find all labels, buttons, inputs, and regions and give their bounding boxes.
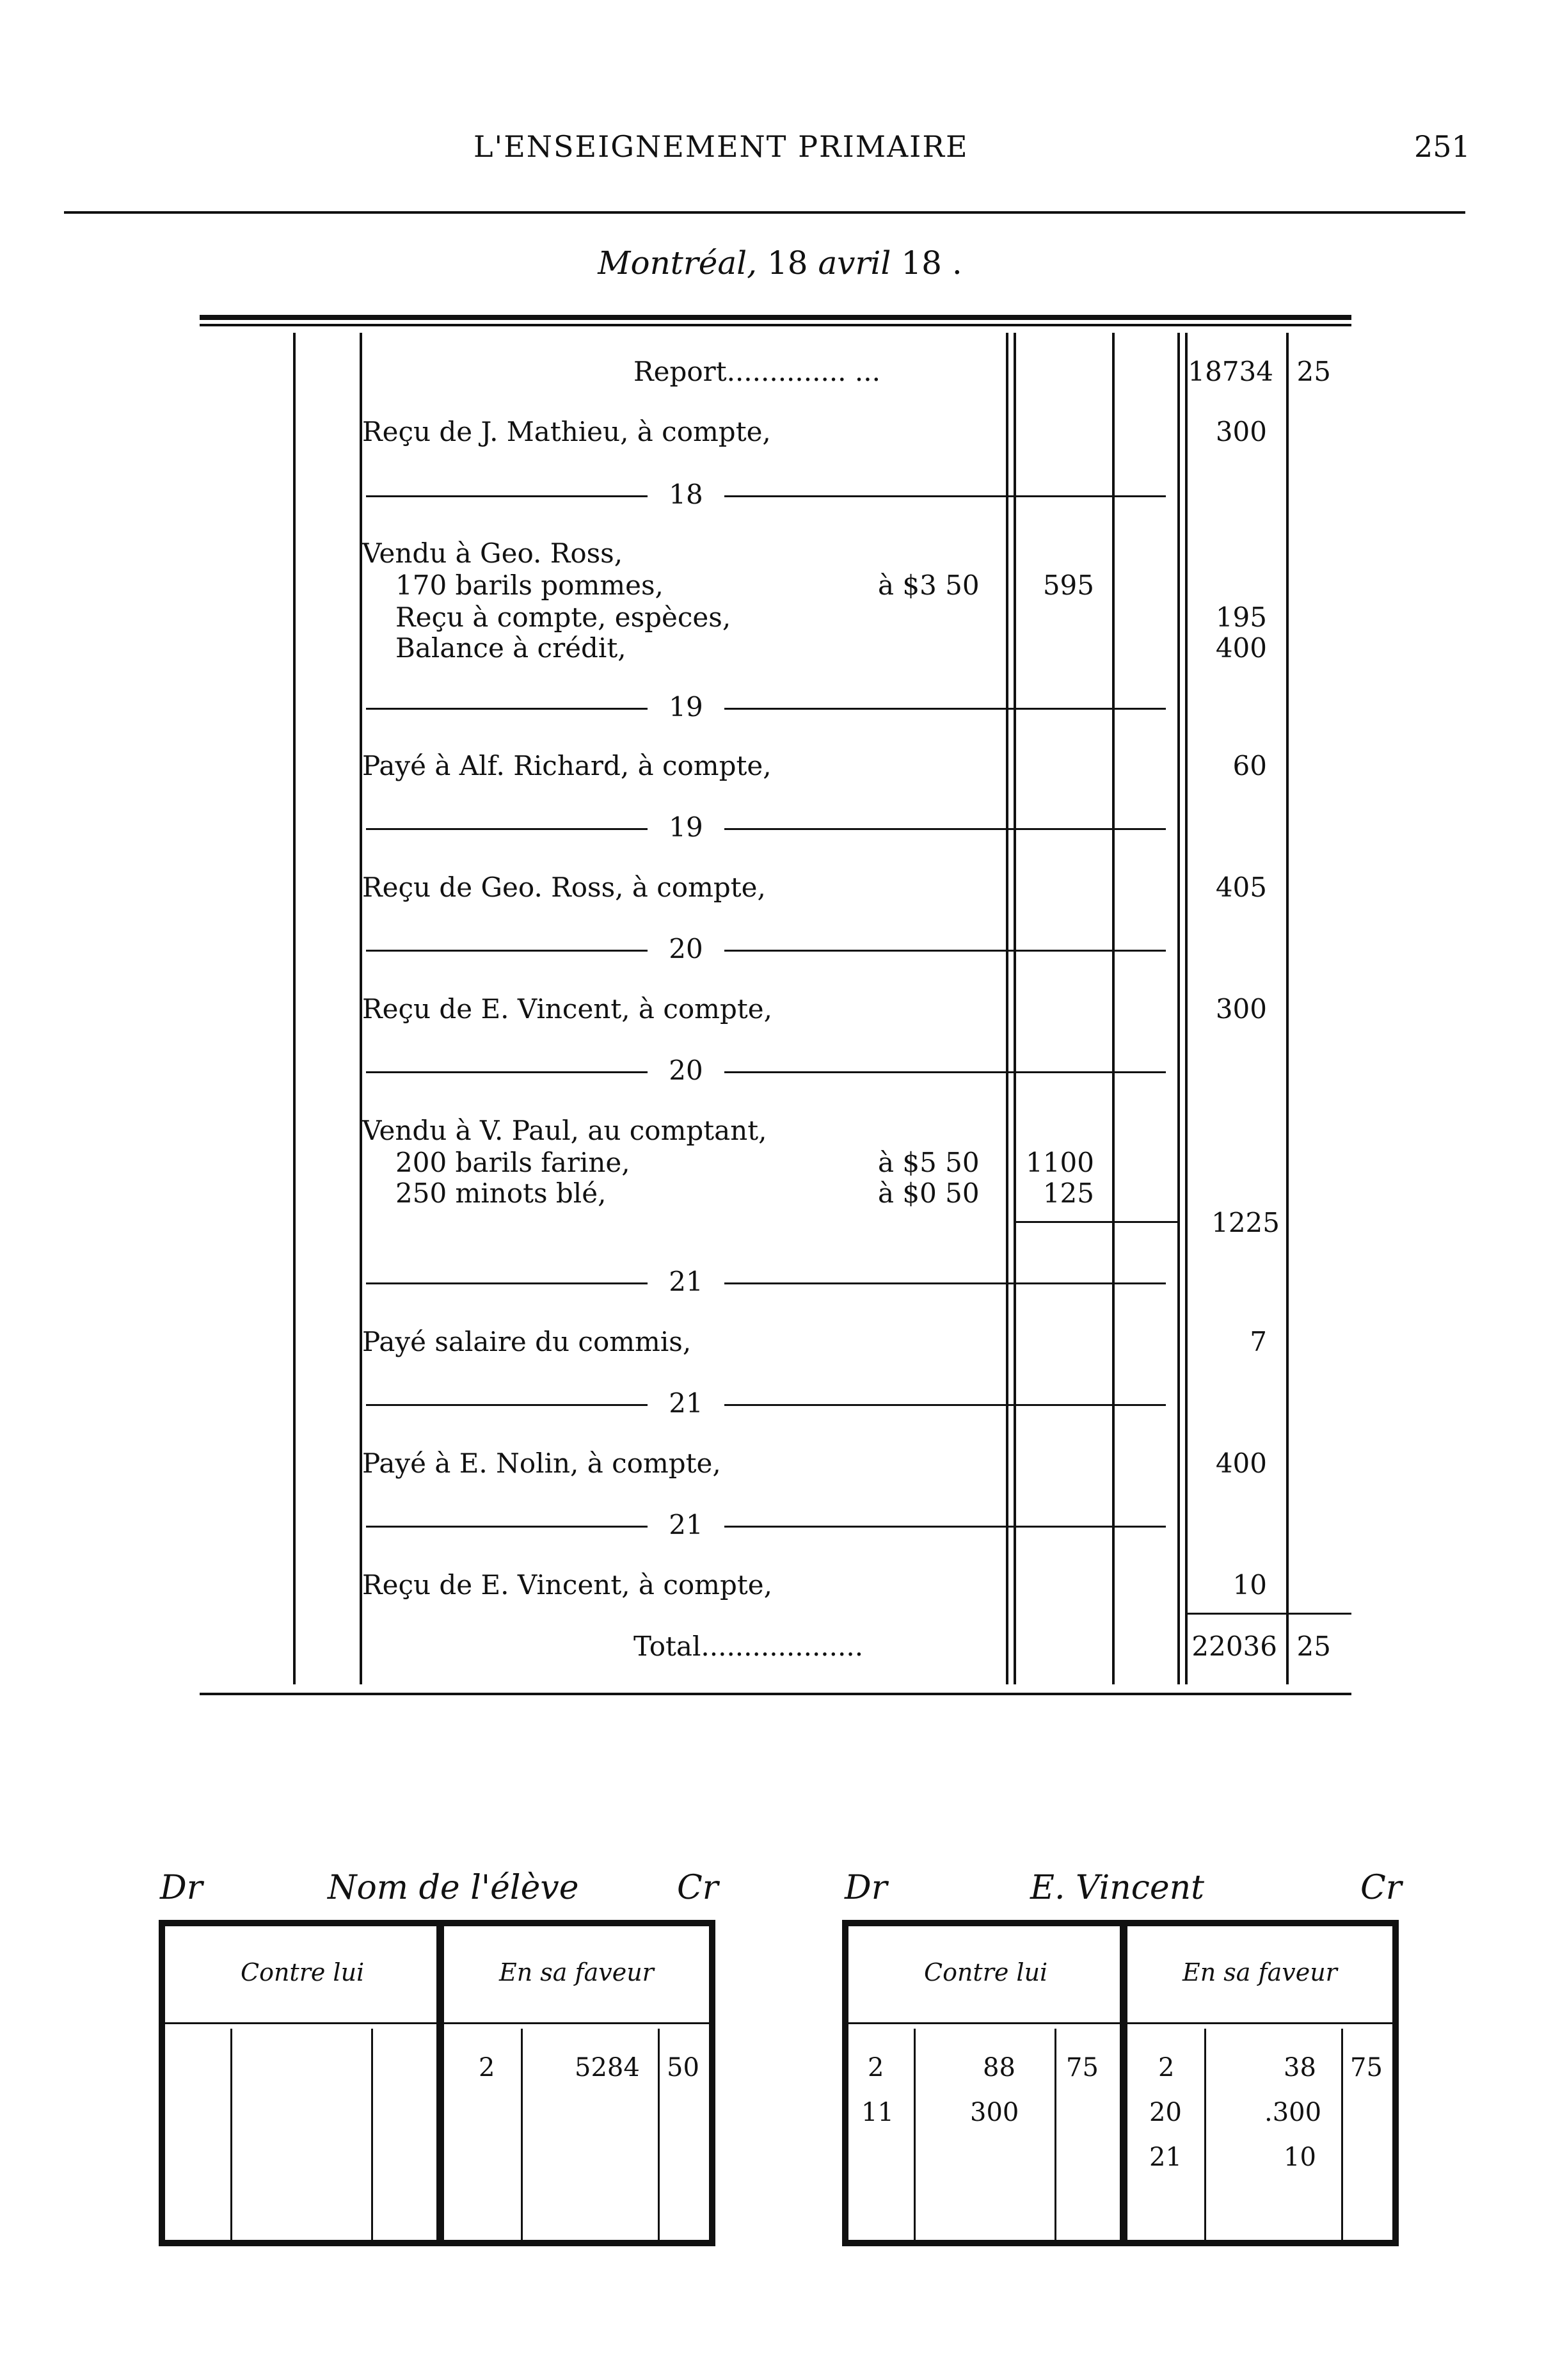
ledger-debit-day: 11 bbox=[861, 2098, 894, 2127]
entry-line: Payé à Alf. Richard, à compte, bbox=[362, 750, 772, 781]
entry-rate: à $0 50 bbox=[878, 1178, 980, 1209]
journal-amount-rule-b bbox=[1185, 333, 1188, 1684]
entry-total: 10 bbox=[1232, 1569, 1267, 1601]
entry-line: Payé salaire du commis, bbox=[362, 1326, 692, 1357]
journal-amount-rule-a bbox=[1177, 333, 1180, 1684]
ledger-credit-day-rule bbox=[521, 2029, 523, 2240]
date-label: 20 bbox=[669, 1055, 703, 1086]
report-label: Report.............. ... bbox=[633, 356, 880, 387]
ledger-right-dr: Dr bbox=[845, 1869, 887, 1907]
detail-sum-rule bbox=[1015, 1221, 1179, 1223]
entry-detail: 595 bbox=[1042, 570, 1094, 601]
ledger-center-rule bbox=[1120, 1926, 1127, 2240]
entry-detail: 125 bbox=[1042, 1178, 1094, 1209]
entry-line: Reçu de Geo. Ross, à compte, bbox=[362, 872, 766, 903]
running-header-title: L'ENSEIGNEMENT PRIMAIRE bbox=[474, 129, 969, 164]
ledger-center-rule bbox=[436, 1926, 444, 2240]
journal-detail-rule-c bbox=[1112, 333, 1115, 1684]
ledger-credit-heading: En sa faveur bbox=[499, 1958, 654, 1986]
date-label: 21 bbox=[669, 1509, 703, 1540]
date-label: 19 bbox=[669, 691, 703, 723]
entry-total: 300 bbox=[1215, 416, 1267, 447]
entry-total: 1225 bbox=[1211, 1207, 1280, 1238]
entry-total: 60 bbox=[1232, 750, 1267, 781]
ledger-credit-amount: 5284 bbox=[575, 2053, 640, 2082]
entry-line: Balance à crédit, bbox=[395, 632, 626, 664]
ledger-credit-day: 2 bbox=[1158, 2053, 1175, 2082]
ledger-credit-day-rule bbox=[1204, 2029, 1206, 2240]
ledger-debit-cents: 75 bbox=[1066, 2053, 1099, 2082]
dateline-month: avril bbox=[818, 244, 891, 282]
date-label: 18 bbox=[669, 479, 703, 510]
ledger-debit-day: 2 bbox=[868, 2053, 884, 2082]
date-label: 21 bbox=[669, 1387, 703, 1419]
entry-subtotal: 195 bbox=[1215, 602, 1267, 633]
entry-line: 170 barils pommes, bbox=[395, 570, 664, 601]
date-separator bbox=[366, 1387, 1166, 1422]
header-rule bbox=[64, 211, 1465, 214]
ledger-credit-cents: 50 bbox=[667, 2053, 699, 2082]
entry-line: Reçu de E. Vincent, à compte, bbox=[362, 993, 772, 1025]
ledger-credit-day: 21 bbox=[1149, 2143, 1182, 2172]
ledger-credit-day: 20 bbox=[1149, 2098, 1182, 2127]
ledger-right-cr: Cr bbox=[1360, 1869, 1402, 1907]
journal-detail-rule-a bbox=[1006, 333, 1008, 1684]
dateline-place: Montréal, bbox=[598, 244, 758, 282]
journal-detail-rule-b bbox=[1014, 333, 1016, 1684]
ledger-debit-cents-rule bbox=[371, 2029, 373, 2240]
ledger-right-name: E. Vincent bbox=[1030, 1869, 1205, 1907]
date-separator bbox=[366, 479, 1166, 513]
total-cents: 25 bbox=[1296, 1631, 1331, 1662]
entry-line: 200 barils farine, bbox=[395, 1147, 630, 1178]
ledger-debit-heading: Contre lui bbox=[241, 1958, 365, 1986]
total-rule bbox=[1188, 1613, 1351, 1615]
entry-total: 7 bbox=[1250, 1326, 1267, 1357]
journal-bottom-rule bbox=[200, 1693, 1351, 1695]
total-label: Total................... bbox=[633, 1631, 864, 1662]
entry-total: 400 bbox=[1215, 1448, 1267, 1479]
date-separator bbox=[366, 1055, 1166, 1089]
entry-line: Vendu à Geo. Ross, bbox=[362, 538, 623, 569]
date-label: 19 bbox=[669, 811, 703, 843]
journal-top-rule bbox=[200, 315, 1351, 320]
date-separator bbox=[366, 1266, 1166, 1300]
date-label: 21 bbox=[669, 1266, 703, 1297]
entry-line: Vendu à V. Paul, au comptant, bbox=[362, 1115, 767, 1146]
entry-total: 300 bbox=[1215, 993, 1267, 1025]
ledger-left-account bbox=[159, 1920, 715, 2246]
date-label: 20 bbox=[669, 933, 703, 964]
report-amount: 18734 bbox=[1188, 356, 1273, 387]
ledger-credit-amount: .300 bbox=[1264, 2098, 1322, 2127]
journal-cents-rule bbox=[1286, 333, 1289, 1684]
journal-left-rule bbox=[293, 333, 296, 1684]
dateline-day: 18 bbox=[757, 244, 818, 282]
ledger-right-account bbox=[842, 1920, 1399, 2246]
total-amount: 22036 bbox=[1191, 1631, 1277, 1662]
date-separator bbox=[366, 933, 1166, 968]
ledger-debit-amount: 88 bbox=[983, 2053, 1015, 2082]
dateline-year: 18 . bbox=[891, 244, 962, 282]
entry-line: Reçu à compte, espèces, bbox=[395, 602, 731, 633]
ledger-debit-cents-rule bbox=[1055, 2029, 1056, 2240]
ledger-debit-heading: Contre lui bbox=[924, 1958, 1048, 1986]
report-cents: 25 bbox=[1296, 356, 1331, 387]
entry-line: Payé à E. Nolin, à compte, bbox=[362, 1448, 721, 1479]
journal-dateline bbox=[0, 244, 1560, 282]
entry-detail: 1100 bbox=[1026, 1147, 1094, 1178]
ledger-debit-day-rule bbox=[230, 2029, 232, 2240]
entry-rate: à $5 50 bbox=[878, 1147, 980, 1178]
ledger-left-cr: Cr bbox=[677, 1869, 719, 1907]
ledger-credit-amount: 10 bbox=[1284, 2143, 1316, 2172]
ledger-credit-heading: En sa faveur bbox=[1182, 1958, 1337, 1986]
entry-total: 405 bbox=[1215, 872, 1267, 903]
ledger-credit-cents-rule bbox=[1341, 2029, 1343, 2240]
page-number: 251 bbox=[1414, 129, 1470, 164]
entry-subtotal: 400 bbox=[1215, 632, 1267, 664]
journal-top-rule-thin bbox=[200, 324, 1351, 326]
date-separator bbox=[366, 691, 1166, 726]
ledger-debit-amount: 300 bbox=[970, 2098, 1019, 2127]
date-separator bbox=[366, 1509, 1166, 1544]
ledger-left-name: Nom de l'élève bbox=[328, 1869, 579, 1907]
entry-line: Reçu de J. Mathieu, à compte, bbox=[362, 416, 771, 447]
ledger-credit-amount: 38 bbox=[1284, 2053, 1316, 2082]
ledger-debit-day-rule bbox=[914, 2029, 916, 2240]
ledger-credit-day: 2 bbox=[479, 2053, 495, 2082]
ledger-left-dr: Dr bbox=[160, 1869, 203, 1907]
entry-rate: à $3 50 bbox=[878, 570, 980, 601]
entry-line: 250 minots blé, bbox=[395, 1178, 607, 1209]
ledger-credit-cents-rule bbox=[658, 2029, 660, 2240]
ledger-credit-cents: 75 bbox=[1350, 2053, 1383, 2082]
entry-line: Reçu de E. Vincent, à compte, bbox=[362, 1569, 772, 1601]
date-separator bbox=[366, 811, 1166, 846]
